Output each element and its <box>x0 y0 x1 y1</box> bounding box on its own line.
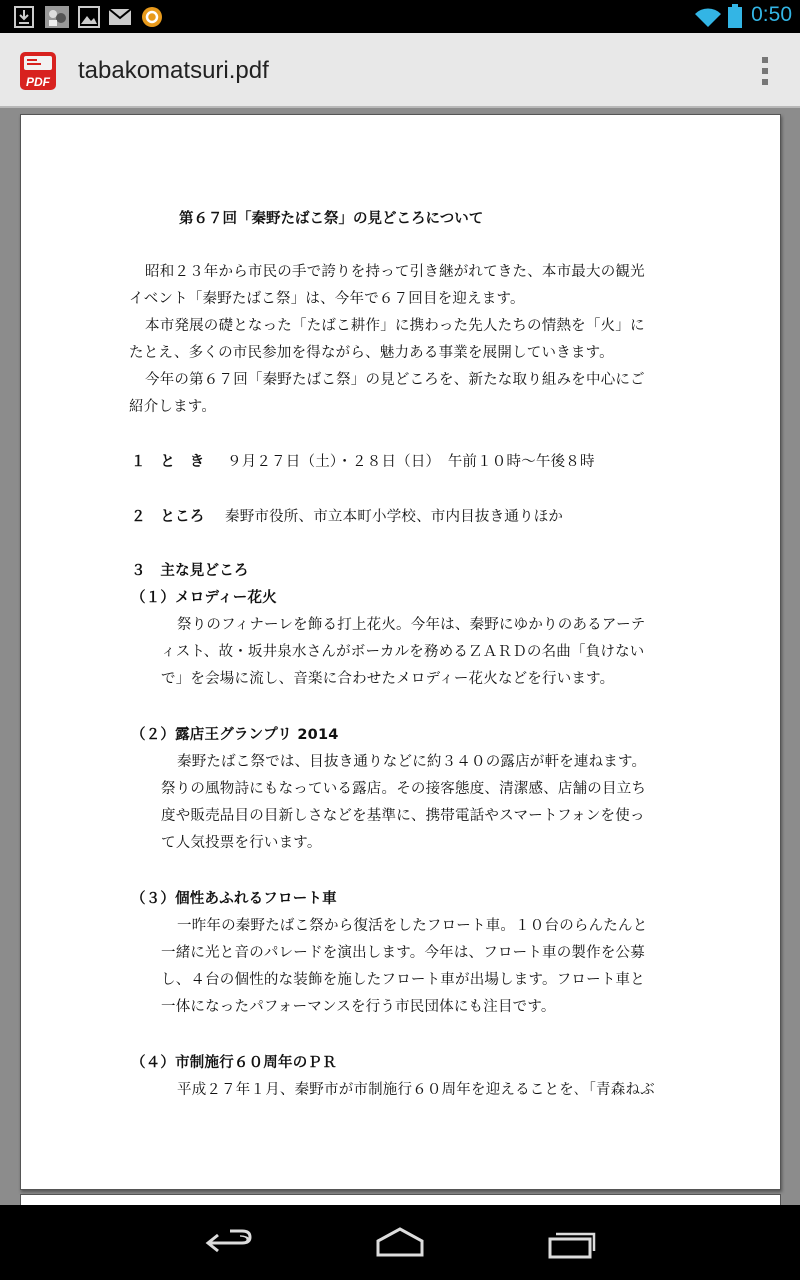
body-line: 一緒に光と音のパレードを演出します。今年は、フロート車の製作を公募 <box>161 945 645 961</box>
navigation-bar <box>0 1205 800 1280</box>
status-bar <box>0 0 800 33</box>
body-line: 祭りの風物詩にもなっている露店。その接客態度、清潔感、店舗の目立ち <box>161 781 647 797</box>
body-line: て人気投票を行います。 <box>161 835 322 851</box>
body-line: 一体になったパフォーマンスを行う市民団体にも注目です。 <box>161 999 556 1015</box>
body-line: 秦野たばこ祭では、目抜き通りなどに約３４０の露店が軒を連ねます。 <box>177 754 647 770</box>
battery-icon <box>728 4 742 28</box>
app-notification-icon <box>141 6 163 28</box>
action-bar <box>0 33 800 108</box>
clock: 0:50 <box>751 3 792 26</box>
subsection-heading: （２）露店王グランプリ 2014 <box>131 727 339 743</box>
body-line: 一昨年の秦野たばこ祭から復活をしたフロート車。１０台のらんたんと <box>177 918 648 934</box>
back-icon[interactable] <box>200 1225 260 1261</box>
pdf-page[interactable] <box>20 114 781 1190</box>
home-icon[interactable] <box>370 1225 430 1261</box>
document-title-bar: tabakomatsuri.pdf <box>78 57 269 84</box>
intro-line: 紹介します。 <box>129 399 217 415</box>
pdf-viewer[interactable] <box>0 108 800 1205</box>
recent-apps-icon[interactable] <box>542 1225 602 1261</box>
body-line: し、４台の個性的な装飾を施したフロート車が出場します。フロート車と <box>161 972 645 988</box>
gmail-icon <box>108 6 132 28</box>
body-line: 度や販売品目の目新しさなどを基準に、携帯電話やスマートフォンを使っ <box>161 808 645 824</box>
pdf-app-icon[interactable] <box>18 50 58 92</box>
gallery-icon <box>78 6 100 28</box>
intro-line: イベント「秦野たばこ祭」は、今年で６７回目を迎えます。 <box>129 291 525 307</box>
section-text: ９月２７日（土）・２８日（日） 午前１０時～午後８時 <box>227 454 595 470</box>
photo-thumbnail-icon <box>45 6 69 28</box>
intro-line: 今年の第６７回「秦野たばこ祭」の見どころを、新たな取り組みを中心にご <box>145 372 645 388</box>
intro-line: たとえ、多くの市民参加を得ながら、魅力ある事業を展開していきます。 <box>129 345 614 361</box>
section-label: １ と き <box>131 454 205 470</box>
overflow-menu-icon[interactable] <box>762 57 770 85</box>
wifi-icon <box>694 6 722 28</box>
body-line: で」を会場に流し、音楽に合わせたメロディー花火などを行います。 <box>161 671 615 687</box>
subsection-heading: （１）メロディー花火 <box>131 590 277 606</box>
section-text: 秦野市役所、市立本町小学校、市内目抜き通りほか <box>225 509 564 525</box>
page-title: 第６７回「秦野たばこ祭」の見どころについて <box>179 211 484 227</box>
body-line: 祭りのフィナーレを飾る打上花火。今年は、秦野にゆかりのあるアーテ <box>177 617 646 633</box>
subsection-heading: （３）個性あふれるフロート車 <box>131 891 337 907</box>
intro-line: 昭和２３年から市民の手で誇りを持って引き継がれてきた、本市最大の観光 <box>145 264 645 280</box>
intro-line: 本市発展の礎となった「たばこ耕作」に携わった先人たちの情熱を「火」に <box>145 318 645 334</box>
body-line: ィスト、故・坂井泉水さんがボーカルを務めるＺＡＲＤの名曲「負けない <box>161 644 645 660</box>
subsection-heading: （４）市制施行６０周年のＰＲ <box>131 1055 337 1071</box>
section-label: ２ ところ <box>131 509 205 525</box>
section-label: ３ 主な見どころ <box>131 563 249 579</box>
svg-text:PDF: PDF <box>26 75 50 89</box>
body-line: 平成２７年１月、秦野市が市制施行６０周年を迎えることを､「青森ねぶ <box>177 1082 655 1098</box>
download-icon <box>14 6 34 28</box>
